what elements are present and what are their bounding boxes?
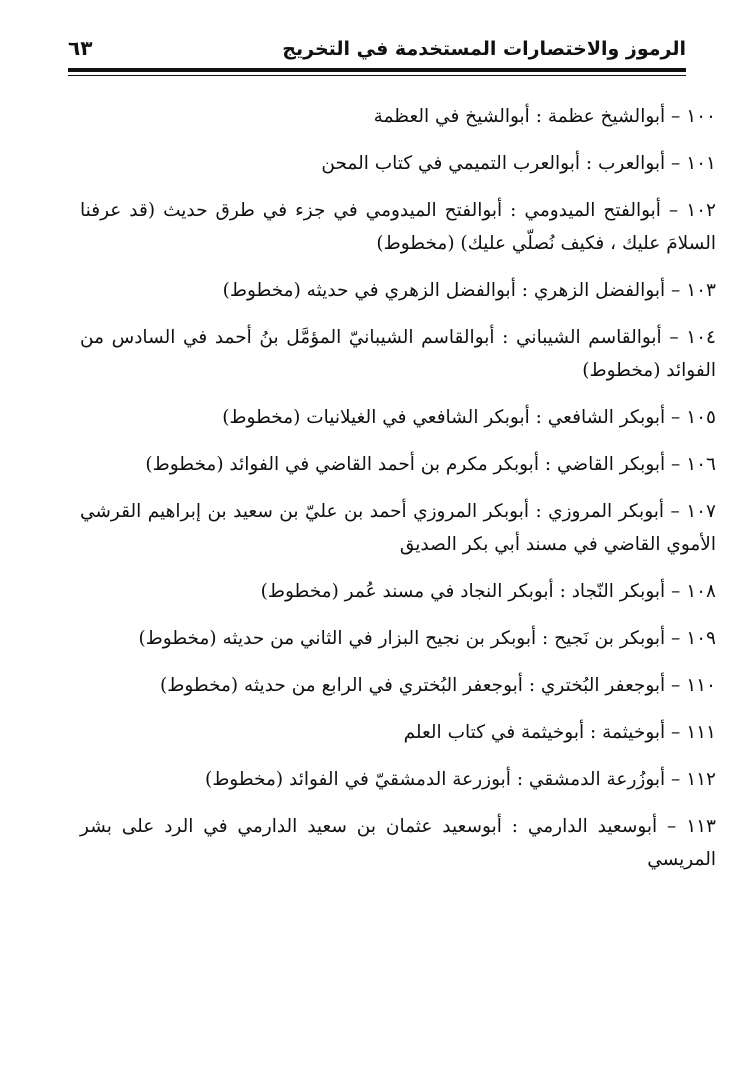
entry-text: ١٠٢ – أبوالفتح الميدومي : أبوالفتح الميدومي في جزء في طرق حديث (قد عرفنا السلامَ عليك ، فكيف نُصلّي عليك) (مخطوط) xyxy=(80,200,716,254)
list-item xyxy=(80,716,716,749)
list-item xyxy=(80,401,716,434)
abbreviation-list xyxy=(80,100,716,890)
list-item xyxy=(80,669,716,702)
list-item xyxy=(80,274,716,307)
entry-text: ١١٣ – أبوسعيد الدارمي : أبوسعيد عثمان بن سعيد الدارمي في الرد على بشر المريسي xyxy=(80,816,716,870)
entry-text: ١٠٣ – أبوالفضل الزهري : أبوالفضل الزهري في حديثه (مخطوط) xyxy=(222,280,716,301)
list-item xyxy=(80,622,716,655)
list-item xyxy=(80,810,716,876)
entry-text: ١٠٠ – أبوالشيخ عظمة : أبوالشيخ في العظمة xyxy=(373,106,716,127)
entry-text: ١٠٤ – أبوالقاسم الشيباني : أبوالقاسم الشيبانيّ المؤمَّل بنُ أحمد في السادس من الفوائد (مخطوط) xyxy=(80,327,716,381)
list-item xyxy=(80,763,716,796)
entry-text: ١٠١ – أبوالعرب : أبوالعرب التميمي في كتاب المحن xyxy=(321,153,716,174)
page-header xyxy=(68,34,686,66)
entry-text: ١٠٦ – أبوبكر القاضي : أبوبكر مكرم بن أحمد القاضي في الفوائد (مخطوط) xyxy=(145,454,716,475)
entry-text: ١٠٥ – أبوبكر الشافعي : أبوبكر الشافعي في الغيلانيات (مخطوط) xyxy=(222,407,716,428)
entry-text: ١٠٨ – أبوبكر النّجاد : أبوبكر النجاد في مسند عُمر (مخطوط) xyxy=(260,581,716,602)
list-item xyxy=(80,100,716,133)
list-item xyxy=(80,448,716,481)
list-item xyxy=(80,495,716,561)
entry-text: ١٠٩ – أبوبكر بن نَجيح : أبوبكر بن نجيح البزار في الثاني من حديثه (مخطوط) xyxy=(138,628,716,649)
entry-text: ١١٠ – أبوجعفر البُختري : أبوجعفر البُختري في الرابع من حديثه (مخطوط) xyxy=(160,675,716,696)
list-item xyxy=(80,194,716,260)
list-item xyxy=(80,147,716,180)
entry-text: ١٠٧ – أبوبكر المروزي : أبوبكر المروزي أحمد بن عليّ بن سعيد بن إبراهيم القرشي الأموي القاضي في مسند أبي بكر الصديق xyxy=(80,501,716,555)
header-rule-thick xyxy=(68,68,686,72)
page-number: ٦٣ xyxy=(68,36,93,60)
list-item xyxy=(80,321,716,387)
entry-text: ١١١ – أبوخيثمة : أبوخيثمة في كتاب العلم xyxy=(403,722,716,743)
running-header-title: الرموز والاختصارات المستخدمة في التخريج xyxy=(282,38,686,60)
entry-text: ١١٢ – أبوزُرعة الدمشقي : أبوزرعة الدمشقيّ في الفوائد (مخطوط) xyxy=(204,769,716,790)
list-item xyxy=(80,575,716,608)
header-rule-thin xyxy=(68,75,686,76)
